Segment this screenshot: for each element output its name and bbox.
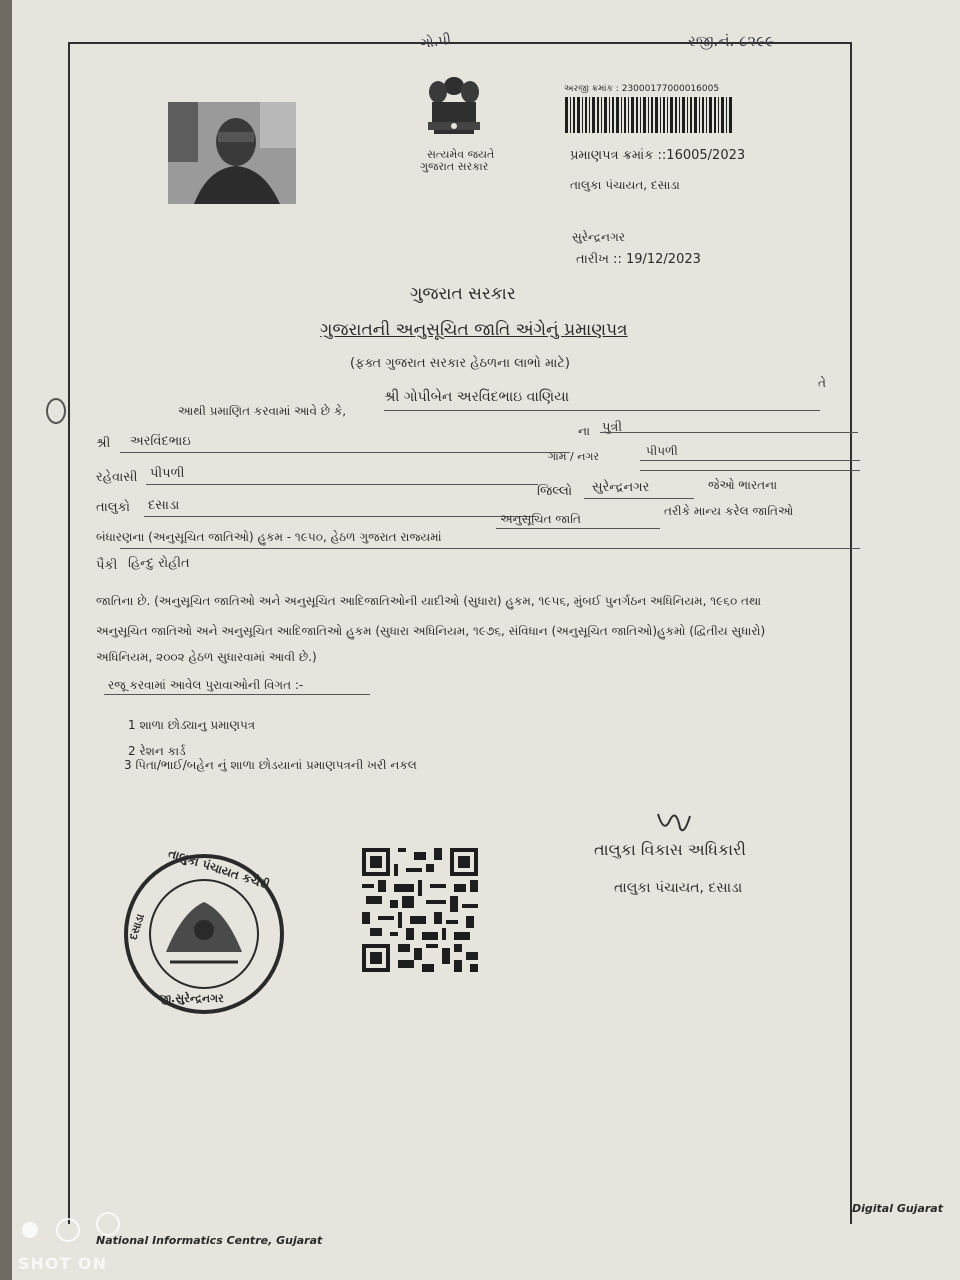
- signatory-designation: તાલુકા વિકાસ અધિકારી: [594, 840, 746, 859]
- emblem-caption-gov: ગુજરાત સરકાર: [420, 160, 489, 173]
- seal-text-top: તાલુકા પંચાયત કચેરી: [166, 846, 272, 892]
- watermark-dot-icon: [22, 1222, 38, 1238]
- application-number-label: અરજી ક્રમાંક :: [564, 84, 619, 94]
- taluka-line: [144, 516, 536, 517]
- who-label: જેઓ ભારતના: [708, 478, 778, 492]
- father-name-line: [120, 452, 570, 453]
- issue-date: તારીખ :: 19/12/2023: [576, 252, 701, 267]
- seal-text-left: દસાડા: [126, 912, 148, 942]
- constitution-text: બંધારણના (અનુસૂચિત જાતિઓ) હુકમ - ૧૯૫૦, હેઠળ ગુજરાત રાજ્યમાં: [96, 530, 442, 544]
- caste-line: [120, 548, 860, 549]
- holder-photo: [168, 102, 296, 204]
- village-label: ગામ / નગર: [548, 450, 600, 463]
- paragraph-line-1: જાતિના છે. (અનુસૂચિત જાતિઓ અને અનુસૂચિત આદિજાતિઓની યાદીઓ (સુધારા) હુકમ, ૧૯૫૬, મુંબઈ પુનર્ગઠન અધિનિયમ, ૧૯૬૦ તથા: [96, 594, 762, 608]
- resident-line-right: [640, 470, 860, 471]
- qr-code: [362, 848, 478, 972]
- government-title: ગુજરાત સરકાર: [410, 284, 516, 304]
- district-line: [584, 498, 694, 499]
- application-number-row: [564, 84, 719, 94]
- emblem-caption: સત્યમેવ જયતે: [427, 148, 495, 161]
- binder-hole: [46, 398, 66, 424]
- paragraph-line-3: અધિનિયમ, ૨૦૦૨ હેઠળ સુધારવામાં આવી છે.): [96, 650, 317, 664]
- taluka-label: તાલુકો: [96, 500, 131, 515]
- evidence-heading-line: [104, 694, 370, 695]
- category-line: [496, 528, 660, 529]
- certificate-number: પ્રમાણપત્ર ક્રમાંક ::16005/2023: [570, 148, 746, 163]
- caste: હિન્દુ રોહીત: [128, 556, 190, 571]
- application-number: 23000177000016005: [621, 84, 720, 94]
- recognized-text: તરીકે માન્ય કરેલ જાતિઓ: [664, 504, 794, 518]
- evidence-item: 3 પિતા/ભાઈ/બહેન નું શાળા છોડયાનાં પ્રમાણપત્રની ખરી નકલ: [124, 758, 417, 772]
- paragraph-line-2: અનુસૂચિત જાતિઓ અને અનુસૂચિત આદિજાતિઓ હુકમ (સુધારા અધિનિયમ, ૧૯૭૬, સંવિધાન (અનુસૂચિત જાતિઓ)હુકમો (દ્વિતીય સુધારો): [96, 624, 766, 638]
- certificate-title: ગુજરાતની અનુસૂચિત જાતિ અંગેનું પ્રમાણપત્ર: [320, 320, 628, 340]
- certificate-subtitle: (ફક્ત ગુજરાત સરકાર હેઠળના લાભો માટે): [350, 356, 570, 371]
- relation: પુત્રી: [602, 420, 623, 435]
- certify-label: આથી પ્રમાણિત કરવામાં આવે છે કે,: [178, 404, 347, 418]
- watermark-circle-icon: [96, 1212, 120, 1236]
- resident-line: [146, 484, 538, 485]
- barcode: [565, 97, 733, 133]
- category: અનુસૂચિત જાતિ: [500, 512, 581, 526]
- seal-text-bottom: જી.સુરેન્દ્રનગર: [158, 992, 224, 1005]
- holder-name-line: [384, 410, 820, 411]
- watermark-circle-icon: [56, 1218, 80, 1242]
- resident-label: રહેવાસી: [96, 470, 138, 485]
- issuing-office: તાલુકા પંચાયત, દસાડા: [570, 178, 680, 192]
- official-seal: [122, 846, 286, 1016]
- signatory-office: તાલુકા પંચાયત, દસાડા: [614, 880, 743, 896]
- signature-mark-icon: [654, 810, 694, 842]
- among-label: પૈકી: [96, 558, 118, 573]
- header-district: સુરેન્દ્રનગર: [572, 230, 625, 244]
- handwritten-note: ગો.પી: [419, 31, 453, 53]
- relation-line: [600, 432, 858, 433]
- evidence-heading: રજૂ કરવામાં આવેલ પુરાવાઓની વિગત :-: [108, 678, 304, 692]
- shri-label: શ્રી: [96, 436, 111, 451]
- village-line: [640, 460, 860, 461]
- national-emblem-icon: [418, 74, 490, 150]
- register-number: રજી.નં. ૮૨૯૯: [688, 32, 774, 50]
- resident: પીપળી: [150, 466, 185, 481]
- father-name: અરવિંદભાઇ: [130, 434, 191, 449]
- district: સુરેન્દ્રનગર: [592, 480, 650, 495]
- digital-gujarat-label: Digital Gujarat: [852, 1202, 943, 1215]
- village: પીપળી: [646, 444, 678, 458]
- nic-label: National Informatics Centre, Gujarat: [96, 1234, 323, 1247]
- na-label: ના: [578, 424, 590, 438]
- holder-name: શ્રી ગોપીબેન અરવિંદભાઇ વાણિયા: [384, 389, 570, 405]
- camera-watermark: SHOT ON: [18, 1254, 107, 1273]
- te-label: તે: [818, 376, 826, 390]
- evidence-item: 2 રેશન કાર્ડ: [128, 744, 186, 758]
- evidence-item: 1 શાળા છોડ્યાનુ પ્રમાણપત્ર: [128, 718, 256, 732]
- taluka: દસાડા: [148, 498, 180, 513]
- district-label: જિલ્લો: [537, 484, 573, 499]
